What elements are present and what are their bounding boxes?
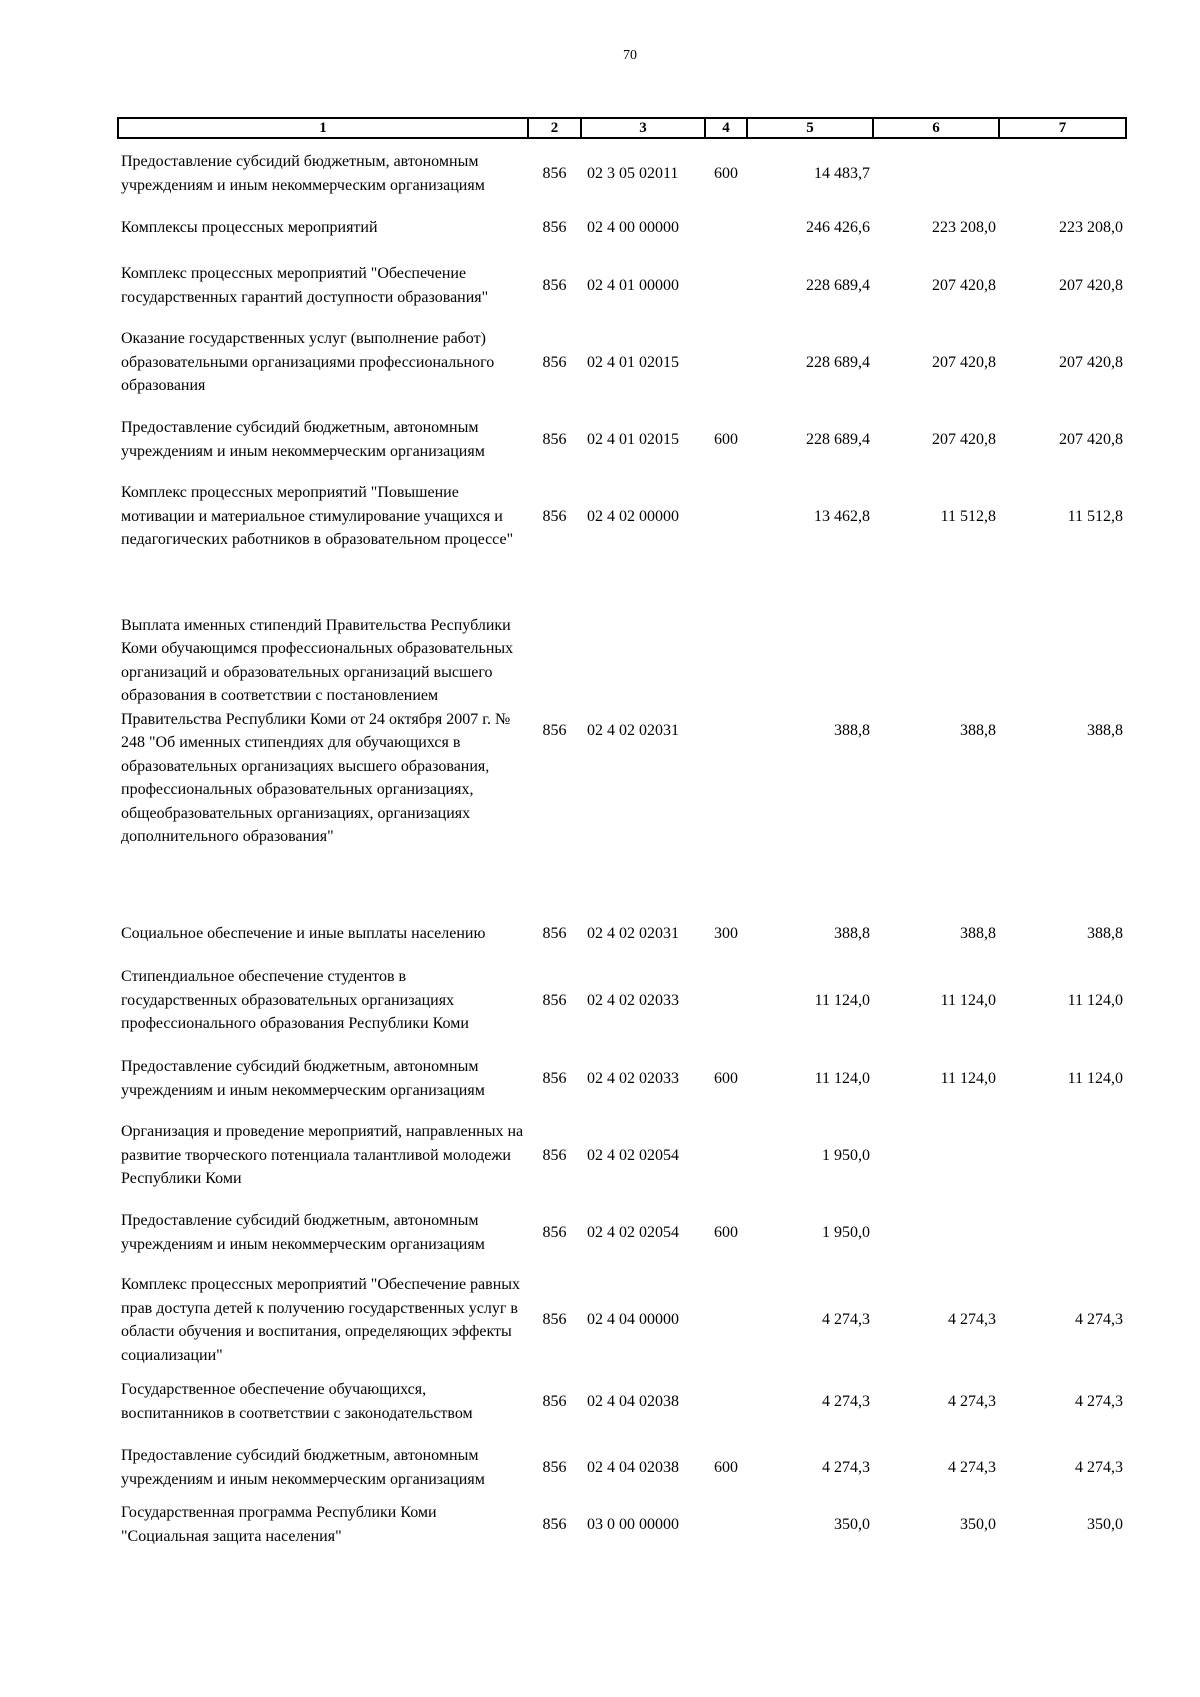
row-expense-type: 600	[714, 1458, 738, 1476]
row-target-code: 02 4 02 02033	[587, 991, 679, 1009]
row-expense-type: 600	[714, 1223, 738, 1241]
table-row	[118, 1369, 1126, 1434]
row-amount-col7: 4 274,3	[1075, 1311, 1123, 1329]
row-target-code: 02 4 04 02038	[587, 1392, 679, 1410]
row-expense-type	[705, 247, 747, 324]
row-target-code: 02 4 04 02038	[587, 1458, 679, 1476]
row-expense-type	[705, 1117, 747, 1194]
row-amount-col5: 4 274,3	[822, 1392, 870, 1410]
row-amount-col6	[873, 1194, 999, 1271]
row-amount-col6: 388,8	[960, 722, 996, 740]
table-row	[118, 961, 1126, 1040]
row-amount-col6: 223 208,0	[932, 218, 996, 236]
row-amount-col7	[999, 1117, 1126, 1194]
row-amount-col6	[873, 1117, 999, 1194]
row-amount-col6: 11 512,8	[940, 507, 996, 525]
column-header-7: 7	[999, 118, 1126, 138]
table-row	[118, 1117, 1126, 1194]
row-description: Государственная программа Республики Коми "Социальная защита населения"	[121, 1504, 437, 1545]
row-grbs-code: 856	[542, 722, 567, 740]
row-amount-col6: 207 420,8	[932, 276, 996, 294]
row-target-code: 02 4 02 02054	[587, 1223, 679, 1241]
table-row	[118, 1271, 1126, 1369]
row-amount-col7	[999, 1194, 1126, 1271]
row-grbs-code: 856	[542, 925, 567, 943]
row-description: Социальное обеспечение и иные выплаты населению	[121, 925, 486, 943]
row-description: Комплекс процессных мероприятий "Обеспечение государственных гарантий доступности образования"	[121, 265, 489, 306]
row-grbs-code: 856	[542, 218, 567, 236]
row-amount-col5: 228 689,4	[806, 430, 870, 448]
row-description: Комплекс процессных мероприятий "Повышение мотивации и материальное стимулирование учащихся и педагогических работников в образовательном процессе"	[121, 484, 514, 549]
row-amount-col6: 11 124,0	[940, 1069, 996, 1087]
row-target-code: 02 4 04 00000	[587, 1311, 679, 1329]
row-grbs-code: 856	[542, 1458, 567, 1476]
row-expense-type	[705, 1369, 747, 1434]
row-amount-col5: 11 124,0	[814, 1069, 870, 1087]
row-amount-col7: 11 124,0	[1067, 1069, 1123, 1087]
row-target-code: 02 4 02 02031	[587, 925, 679, 943]
row-target-code: 02 4 02 00000	[587, 507, 679, 525]
row-amount-col7: 4 274,3	[1075, 1392, 1123, 1410]
row-grbs-code: 856	[542, 1223, 567, 1241]
row-target-code: 02 4 02 02031	[587, 722, 679, 740]
row-amount-col7: 388,8	[1087, 722, 1123, 740]
row-expense-type	[705, 1501, 747, 1548]
row-amount-col5: 1 950,0	[822, 1146, 870, 1164]
row-grbs-code: 856	[542, 164, 567, 182]
table-row	[118, 1040, 1126, 1117]
page-number: 70	[623, 48, 637, 63]
row-target-code: 02 3 05 02011	[587, 164, 679, 182]
row-amount-col7: 11 512,8	[1067, 507, 1123, 525]
row-amount-col5: 4 274,3	[822, 1311, 870, 1329]
table-row	[118, 1434, 1126, 1501]
row-description: Государственное обеспечение обучающихся, воспитанников в соответствии с законодательством	[121, 1381, 473, 1422]
row-target-code: 02 4 00 00000	[587, 218, 679, 236]
row-amount-col5: 11 124,0	[814, 991, 870, 1009]
row-grbs-code: 856	[542, 1069, 567, 1087]
row-amount-col5: 246 426,6	[806, 218, 870, 236]
row-amount-col5: 14 483,7	[814, 164, 870, 182]
table-row	[118, 401, 1126, 478]
row-amount-col5: 228 689,4	[806, 353, 870, 371]
row-expense-type	[705, 961, 747, 1040]
row-amount-col5: 13 462,8	[814, 507, 870, 525]
row-grbs-code: 856	[542, 276, 567, 294]
row-description: Предоставление субсидий бюджетным, автономным учреждениям и иным некоммерческим организациям	[121, 153, 485, 194]
column-header-3: 3	[581, 118, 705, 138]
row-amount-col5: 1 950,0	[822, 1223, 870, 1241]
row-amount-col7: 207 420,8	[1059, 353, 1123, 371]
row-expense-type: 600	[714, 1069, 738, 1087]
row-amount-col5: 350,0	[834, 1515, 870, 1533]
row-amount-col7: 223 208,0	[1059, 218, 1123, 236]
row-amount-col5: 388,8	[834, 925, 870, 943]
row-expense-type: 600	[714, 430, 738, 448]
row-grbs-code: 856	[542, 353, 567, 371]
row-amount-col6: 4 274,3	[948, 1311, 996, 1329]
row-amount-col7: 207 420,8	[1059, 276, 1123, 294]
column-header-6: 6	[873, 118, 999, 138]
table-row	[118, 907, 1126, 961]
row-amount-col7: 388,8	[1087, 925, 1123, 943]
row-amount-col6	[873, 138, 999, 208]
row-amount-col7: 350,0	[1087, 1515, 1123, 1533]
row-amount-col6: 207 420,8	[932, 353, 996, 371]
row-grbs-code: 856	[542, 1146, 567, 1164]
column-header-4: 4	[705, 118, 747, 138]
row-amount-col7: 4 274,3	[1075, 1458, 1123, 1476]
row-description: Оказание государственных услуг (выполнение работ) образовательными организациями профессионального образования	[121, 330, 495, 395]
row-grbs-code: 856	[542, 1515, 567, 1533]
table-row	[118, 1501, 1126, 1548]
row-amount-col6: 11 124,0	[940, 991, 996, 1009]
table-row	[118, 208, 1126, 247]
row-description: Предоставление субсидий бюджетным, автономным учреждениям и иным некоммерческим организациям	[121, 1447, 485, 1488]
row-amount-col7: 207 420,8	[1059, 430, 1123, 448]
row-description: Организация и проведение мероприятий, направленных на развитие творческого потенциала талантливой молодежи Республики Коми	[121, 1123, 524, 1188]
table-row	[118, 1194, 1126, 1271]
row-target-code: 03 0 00 00000	[587, 1515, 679, 1533]
row-description: Стипендиальное обеспечение студентов в государственных образовательных организациях профессионального образования Республики Коми	[121, 968, 469, 1033]
row-expense-type	[705, 478, 747, 555]
row-amount-col6: 350,0	[960, 1515, 996, 1533]
row-amount-col7: 11 124,0	[1067, 991, 1123, 1009]
row-amount-col6: 4 274,3	[948, 1458, 996, 1476]
row-amount-col5: 4 274,3	[822, 1458, 870, 1476]
row-expense-type	[705, 1271, 747, 1369]
row-grbs-code: 856	[542, 430, 567, 448]
row-expense-type	[705, 208, 747, 247]
row-amount-col7	[999, 138, 1126, 208]
row-target-code: 02 4 02 02054	[587, 1146, 679, 1164]
row-grbs-code: 856	[542, 1311, 567, 1329]
row-amount-col5: 388,8	[834, 722, 870, 740]
row-description: Выплата именных стипендий Правительства Республики Коми обучающимся профессиональных образовательных организаций и образовательных организаций высшего образования в соответствии с постановлением Правительства Республики Коми от 24 октября 2007 г. № 248 "Об именных стипендиях для обучающихся в образовательных организациях высшего образования, профессиональных образовательных организациях, общеобразовательных организациях, организациях дополнительного образования"	[121, 616, 514, 845]
row-target-code: 02 4 01 02015	[587, 430, 679, 448]
budget-table	[117, 117, 1127, 1548]
row-amount-col6: 4 274,3	[948, 1392, 996, 1410]
row-grbs-code: 856	[542, 1392, 567, 1410]
table-header-row	[118, 118, 1126, 138]
row-amount-col6: 207 420,8	[932, 430, 996, 448]
column-header-1: 1	[118, 118, 528, 138]
row-description: Предоставление субсидий бюджетным, автономным учреждениям и иным некоммерческим организациям	[121, 419, 485, 460]
row-target-code: 02 4 01 02015	[587, 353, 679, 371]
column-header-5: 5	[747, 118, 873, 138]
table-row	[118, 247, 1126, 324]
table-row	[118, 324, 1126, 401]
row-expense-type	[705, 324, 747, 401]
row-description: Комплекс процессных мероприятий "Обеспечение равных прав доступа детей к получению государственных услуг в области обучения и воспитания, определяющих эффекты социализации"	[121, 1276, 521, 1364]
row-expense-type: 600	[714, 164, 738, 182]
row-grbs-code: 856	[542, 507, 567, 525]
row-expense-type	[705, 555, 747, 907]
row-description: Предоставление субсидий бюджетным, автономным учреждениям и иным некоммерческим организациям	[121, 1212, 485, 1253]
column-header-2: 2	[528, 118, 581, 138]
row-target-code: 02 4 01 00000	[587, 276, 679, 294]
row-description: Предоставление субсидий бюджетным, автономным учреждениям и иным некоммерческим организациям	[121, 1058, 485, 1099]
row-description: Комплексы процессных мероприятий	[121, 218, 378, 236]
row-target-code: 02 4 02 02033	[587, 1069, 679, 1087]
table-row	[118, 138, 1126, 208]
table-row	[118, 478, 1126, 555]
row-expense-type: 300	[714, 925, 738, 943]
row-amount-col5: 228 689,4	[806, 276, 870, 294]
row-grbs-code: 856	[542, 991, 567, 1009]
table-row	[118, 555, 1126, 907]
row-amount-col6: 388,8	[960, 925, 996, 943]
